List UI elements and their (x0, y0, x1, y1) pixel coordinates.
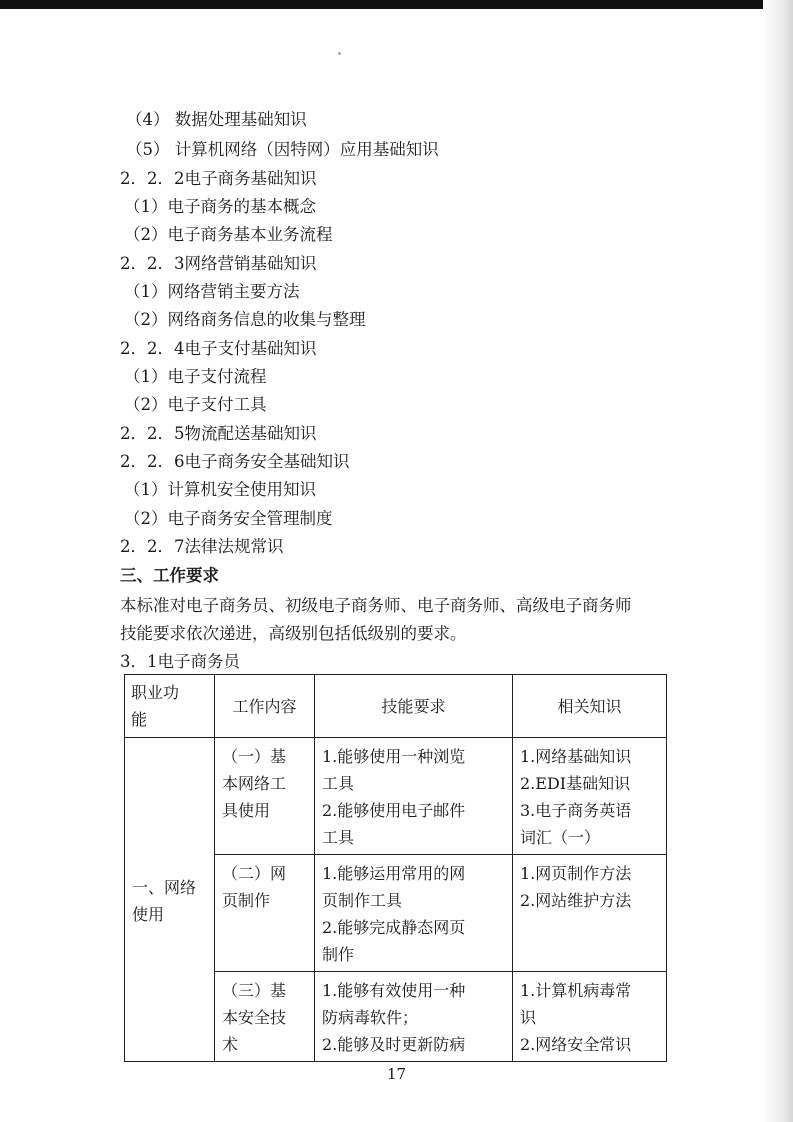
table-header-row (125, 675, 667, 738)
outline-line: （1）电子支付流程 (124, 367, 267, 386)
outline-line: （2）网络商务信息的收集与整理 (124, 310, 366, 329)
outline-line: （4） 数据处理基础知识 (126, 110, 307, 129)
outline-line: （1）电子商务的基本概念 (124, 197, 316, 216)
outline-line: （2）电子支付工具 (124, 395, 267, 414)
outline-section: 2．2．2电子商务基础知识 (120, 169, 317, 188)
knowledge-cell: 1.计算机病毒常 识 2.网络安全常识 (513, 972, 667, 1062)
skills-cell: 1.能够有效使用一种 防病毒软件； 2.能够及时更新防病 (315, 972, 513, 1062)
paragraph-line: 技能要求依次递进，高级别包括低级别的要求。 (120, 624, 467, 643)
header-function: 职业功 能 (125, 675, 215, 738)
outline-line: （1）计算机安全使用知识 (124, 480, 316, 499)
outline-section: 2．2．6电子商务安全基础知识 (120, 452, 350, 471)
page-number: 17 (386, 1065, 407, 1083)
header-skills: 技能要求 (315, 675, 513, 738)
outline-line: （2）电子商务安全管理制度 (124, 509, 333, 528)
skills-table (124, 674, 667, 1062)
knowledge-cell: 1.网络基础知识 2.EDI基础知识 3.电子商务英语 词汇（一） (513, 738, 667, 855)
skills-cell: 1.能够使用一种浏览 工具 2.能够使用电子邮件 工具 (315, 738, 513, 855)
content-cell: （一）基 本网络工 具使用 (215, 738, 315, 855)
scan-edge-shadow (763, 0, 793, 1122)
table-row (125, 738, 667, 855)
function-cell: 一、网络 使用 (125, 738, 215, 1062)
knowledge-cell: 1.网页制作方法 2.网站维护方法 (513, 855, 667, 972)
content-cell: （三）基 本安全技 术 (215, 972, 315, 1062)
skills-cell: 1.能够运用常用的网 页制作工具 2.能够完成静态网页 制作 (315, 855, 513, 972)
outline-line: （1）网络营销主要方法 (124, 282, 300, 301)
scan-speck (338, 52, 341, 55)
paragraph-line: 本标准对电子商务员、初级电子商务师、电子商务师、高级电子商务师 (120, 596, 632, 615)
section-heading: 三、工作要求 (120, 566, 219, 585)
header-knowledge: 相关知识 (513, 675, 667, 738)
outline-section: 2．2．4电子支付基础知识 (120, 339, 317, 358)
outline-line: （2）电子商务基本业务流程 (124, 225, 333, 244)
sub-heading: 3．1电子商务员 (120, 652, 240, 671)
outline-section: 2．2．7法律法规常识 (120, 537, 284, 556)
content-cell: （二）网 页制作 (215, 855, 315, 972)
outline-line: （5） 计算机网络（因特网）应用基础知识 (126, 140, 439, 159)
outline-section: 2．2．3网络营销基础知识 (120, 254, 317, 273)
header-content: 工作内容 (215, 675, 315, 738)
outline-section: 2．2．5物流配送基础知识 (120, 424, 317, 443)
scan-top-border (0, 0, 793, 9)
